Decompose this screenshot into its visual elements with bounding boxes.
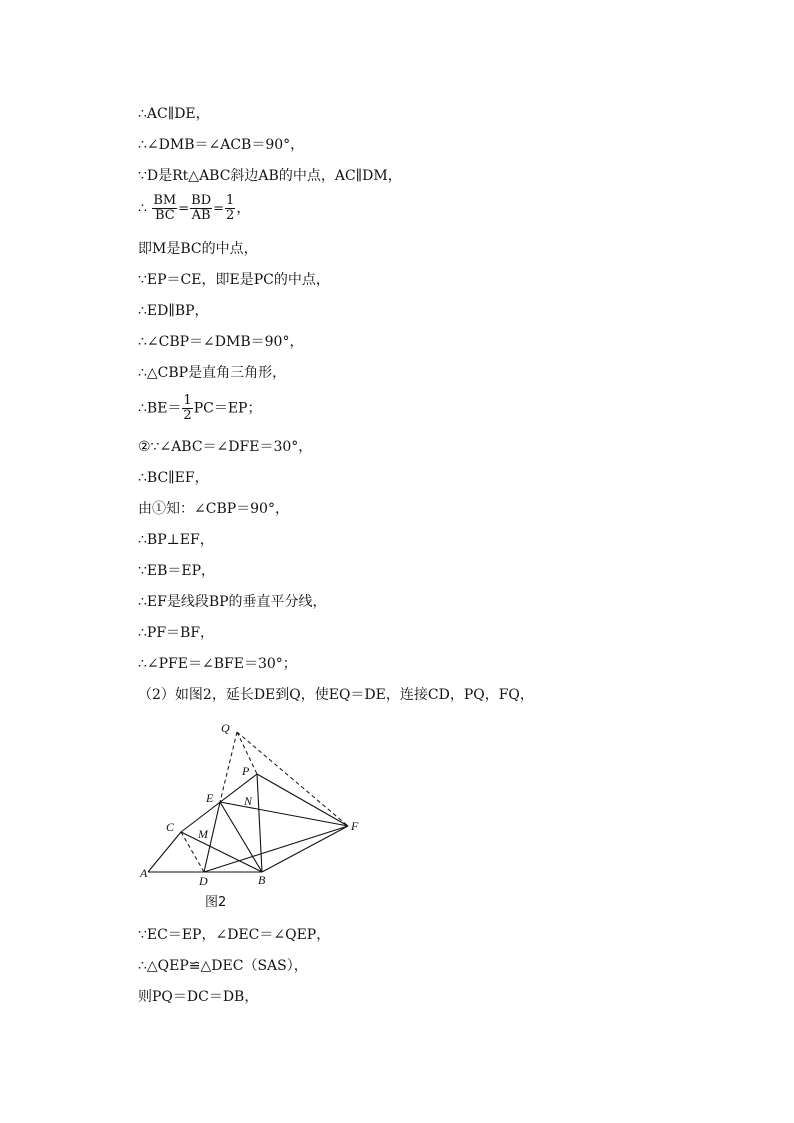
numerator: 1 [226, 193, 235, 208]
text-line: ∴ED∥BP， [138, 303, 209, 319]
text-line: ∴△QEP≌△DEC（SAS）， [138, 958, 308, 974]
geometry-figure [138, 714, 378, 890]
dashed-qf [237, 732, 348, 826]
text-line: ∴AC∥DE， [138, 106, 210, 122]
text-line: ∴BP⊥EF， [138, 532, 214, 548]
text-line: 由①知：∠CBP＝90°， [138, 501, 289, 517]
figure-caption: 图2 [205, 895, 227, 910]
label-b: B [258, 873, 266, 887]
fraction-bd-ab [190, 194, 212, 223]
text-line: ∴∠CBP＝∠DMB＝90°， [138, 334, 304, 350]
numerator: BD [191, 193, 212, 208]
comma: ， [236, 200, 251, 217]
label-e: E [206, 791, 214, 805]
text-line: （2）如图2，延长DE到Q，使EQ＝DE，连接CD，PQ，FQ， [138, 687, 534, 703]
be-equals: ∴BE＝ [138, 400, 182, 417]
text-line: ∴BC∥EF， [138, 470, 209, 486]
fraction-one-half [225, 194, 235, 223]
denominator: BC [154, 208, 175, 223]
segment-pf [257, 774, 348, 826]
text-line: ∵EC＝EP，∠DEC＝∠QEP， [138, 927, 331, 943]
label-m: M [198, 827, 208, 841]
equals-sign: = [178, 201, 190, 217]
text-line: ∴EF是线段BP的垂直平分线， [138, 594, 327, 610]
label-f: F [351, 819, 359, 833]
label-q: Q [221, 721, 230, 735]
label-c: C [166, 820, 175, 834]
ratio-line [138, 194, 250, 223]
fraction-one-half [182, 394, 192, 423]
label-p: P [242, 764, 250, 778]
text-line: 即M是BC的中点， [138, 241, 258, 257]
segment-pb [257, 774, 262, 872]
half-rest: PC＝EP； [193, 400, 262, 417]
fraction-bm-bc [152, 194, 177, 223]
denominator: 2 [226, 208, 235, 223]
equals-sign: = [213, 201, 225, 217]
text-line: ∵D是Rt△ABC斜边AB的中点，AC∥DM， [138, 168, 402, 184]
text-line: ②∵∠ABC＝∠DFE＝30°， [138, 439, 313, 455]
segment-ac [148, 832, 181, 872]
half-line [138, 394, 261, 423]
text-line: ∵EP＝CE，即E是PC的中点， [138, 272, 330, 288]
label-n: N [244, 794, 253, 808]
denominator: 2 [183, 408, 192, 423]
label-a: A [140, 866, 148, 880]
numerator: 1 [183, 393, 192, 408]
text-line: ∴PF＝BF， [138, 625, 215, 641]
therefore-symbol: ∴ [138, 200, 147, 217]
text-line: ∵EB＝EP， [138, 563, 216, 579]
segment-ef [220, 802, 348, 826]
text-line: ∴△CBP是直角三角形， [138, 365, 287, 381]
text-line: ∴∠DMB＝∠ACB＝90°， [138, 137, 305, 153]
text-line: ∴∠PFE＝∠BFE＝30°； [138, 656, 297, 672]
denominator: AB [191, 208, 211, 223]
text-line: 则PQ＝DC＝DB， [138, 989, 259, 1005]
numerator: BM [153, 193, 177, 208]
label-d: D [199, 874, 208, 888]
